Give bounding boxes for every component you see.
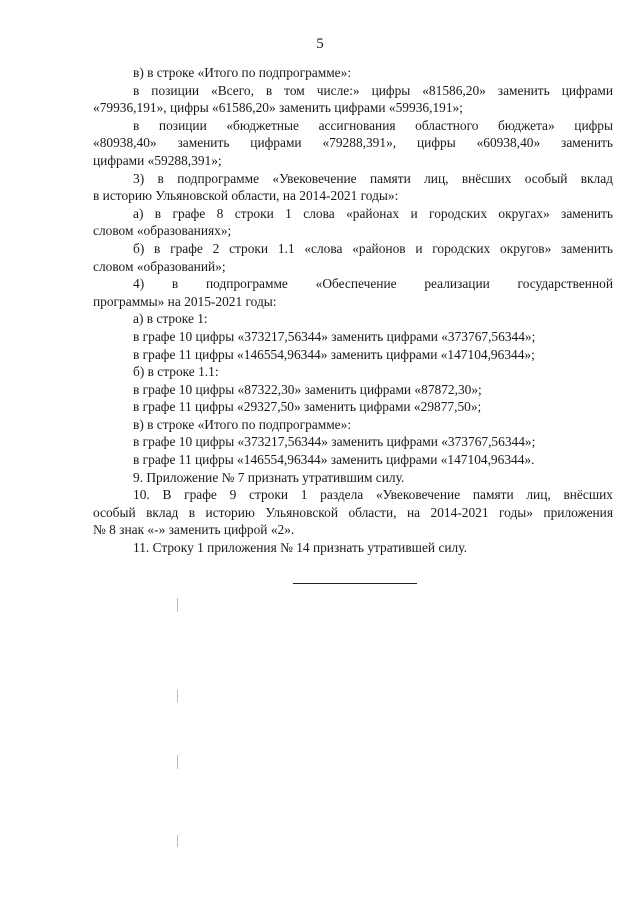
text-line: в графе 10 цифры «373217,56344» заменить цифрами «373767,56344»; xyxy=(133,328,536,344)
text-line: в) в строке «Итого по подпрограмме»: xyxy=(133,416,352,432)
scan-artifact xyxy=(177,835,178,847)
page-number: 5 xyxy=(316,36,324,52)
text-line: цифрами «59288,391»; xyxy=(93,152,222,168)
scan-artifact xyxy=(177,755,178,769)
text-line: а) в строке 1: xyxy=(133,311,208,327)
text-line: особый вклад в историю Ульяновской области, на 2014-2021 годы» приложения xyxy=(93,504,613,520)
text-line: в позиции «бюджетные ассигнования областного бюджета» цифры xyxy=(133,117,613,133)
document-body xyxy=(93,64,613,557)
text-line: словом «образованиях»; xyxy=(93,223,232,239)
text-line: в позиции «Всего, в том числе:» цифры «81586,20» заменить цифрами xyxy=(133,82,613,98)
text-line: в историю Ульяновской области, на 2014-2021 годы»: xyxy=(93,188,399,204)
text-line: «80938,40» заменить цифрами «79288,391», цифры «60938,40» заменить xyxy=(93,135,613,151)
text-line: в графе 11 цифры «146554,96344» заменить цифрами «147104,96344». xyxy=(133,452,535,468)
scan-artifact xyxy=(177,598,178,612)
separator-line xyxy=(293,583,417,584)
text-line: а) в графе 8 строки 1 слова «районах и городских округах» заменить xyxy=(133,205,613,221)
scan-artifact xyxy=(177,690,178,702)
text-line: 10. В графе 9 строки 1 раздела «Увековечение памяти лиц, внёсших xyxy=(133,487,613,503)
text-line: 3) в подпрограмме «Увековечение памяти лиц, внёсших особый вклад xyxy=(133,170,613,186)
text-line: «79936,191», цифры «61586,20» заменить цифрами «59936,191»; xyxy=(93,100,463,116)
text-line: № 8 знак «-» заменить цифрой «2». xyxy=(93,522,295,538)
text-line: словом «образований»; xyxy=(93,258,226,274)
text-line: б) в строке 1.1: xyxy=(133,364,219,380)
text-line: в графе 11 цифры «146554,96344» заменить цифрами «147104,96344»; xyxy=(133,346,535,362)
text-line: в) в строке «Итого по подпрограмме»: xyxy=(133,65,352,80)
text-line: в графе 10 цифры «87322,30» заменить цифрами «87872,30»; xyxy=(133,381,482,397)
text-line: б) в графе 2 строки 1.1 «слова «районов и городских округов» заменить xyxy=(133,240,613,256)
text-line: в графе 11 цифры «29327,50» заменить цифрами «29877,50»; xyxy=(133,399,482,415)
text-line: 4) в подпрограмме «Обеспечение реализации государственной xyxy=(133,276,613,292)
text-line: программы» на 2015-2021 годы: xyxy=(93,293,277,309)
text-line: 9. Приложение № 7 признать утратившим силу. xyxy=(133,469,405,485)
text-line: 11. Строку 1 приложения № 14 признать утратившей силу. xyxy=(133,540,467,556)
text-line: в графе 10 цифры «373217,56344» заменить цифрами «373767,56344»; xyxy=(133,434,536,450)
